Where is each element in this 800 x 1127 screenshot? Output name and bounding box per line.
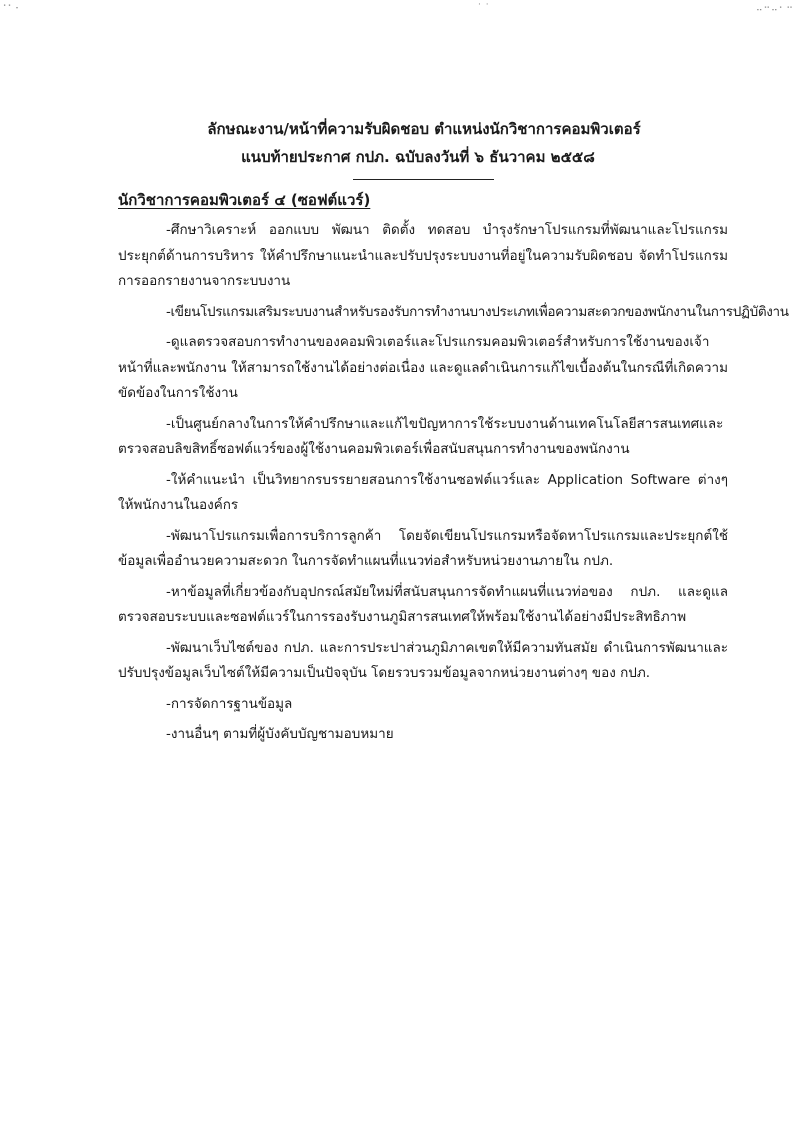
duty-item: -งานอื่นๆ ตามที่ผู้บังคับบัญชามอบหมาย: [166, 726, 394, 742]
duties-list: [118, 218, 789, 753]
duty-item: -เป็นศูนย์กลางในการให้คำปรึกษาและแก้ไขปัญหาการใช้ระบบงานด้านเทคโนโลยีสารสนเทศและตรวจสอบลิขสิทธิ์ซอฟต์แวร์ของผู้ใช้งานคอมพิวเตอร์เพื่อสนับสนุนการทำงานของพนักงาน: [118, 415, 724, 457]
duty-item: -ให้คำแนะนำ เป็นวิทยากรบรรยายสอนการใช้งานซอฟต์แวร์และ Application Software ต่างๆ ให้พนักงานในองค์กร: [118, 471, 728, 513]
title-divider: [353, 179, 494, 180]
scan-artifact: ⠐⠂⠄: [0, 2, 23, 12]
duty-item: -พัฒนาโปรแกรมเพื่อการบริการลูกค้า โดยจัดเขียนโปรแกรมหรือจัดหาโปรแกรมและประยุกต์ใช้ข้อมูลเพื่ออำนวยความสะดวก ในการจัดทำแผนที่แนวท่อสำหรับหน่วยงานภายใน กปภ.: [118, 527, 728, 569]
duty-item: -ดูแลตรวจสอบการทำงานของคอมพิวเตอร์และโปรแกรมคอมพิวเตอร์สำหรับการใช้งานของเจ้าหน้าที่และพนักงาน ให้สามารถใช้งานได้อย่างต่อเนื่อง และดูแลดำเนินการแก้ไขเบื้องต้นในกรณีที่เกิดความขัดข้องในการใช้งาน: [118, 334, 728, 401]
duty-item: -การจัดการฐานข้อมูล: [166, 695, 293, 712]
duty-item: -เขียนโปรแกรมเสริมระบบงานสำหรับรองรับการทำงานบางประเภทเพื่อความสะดวกของพนักงานในการปฏิบัติงาน: [166, 303, 789, 320]
scan-artifact: · ·: [478, 0, 490, 10]
document-title: ลักษณะงาน/หน้าที่ความรับผิดชอบ ตำแหน่งนักวิชาการคอมพิวเตอร์: [207, 120, 641, 138]
scan-artifact: ⠤⠒⠤⠂⠒: [756, 4, 794, 14]
position-heading: นักวิชาการคอมพิวเตอร์ ๔ (ซอฟต์แวร์): [118, 191, 371, 209]
duty-item: -ศึกษาวิเคราะห์ ออกแบบ พัฒนา ติดตั้ง ทดสอบ บำรุงรักษาโปรแกรมที่พัฒนาและโปรแกรมประยุกต์ด้านการบริหาร ให้คำปรึกษาแนะนำและปรับปรุงระบบงานที่อยู่ในความรับผิดชอบ จัดทำโปรแกรมการออกรายงานจากระบบงาน: [118, 222, 728, 289]
duty-item: -พัฒนาเว็บไซต์ของ กปภ. และการประปาส่วนภูมิภาคเขตให้มีความทันสมัย ดำเนินการพัฒนาและปรับปรุงข้อมูลเว็บไซต์ให้มีความเป็นปัจจุบัน โดยรวบรวมข้อมูลจากหน่วยงานต่างๆ ของ กปภ.: [118, 639, 728, 681]
duty-item: -หาข้อมูลที่เกี่ยวข้องกับอุปกรณ์สมัยใหม่ที่สนับสนุนการจัดทำแผนที่แนวท่อของ กปภ. และดูแลตรวจสอบระบบและซอฟต์แวร์ในการรองรับงานภูมิสารสนเทศให้พร้อมใช้งานได้อย่างมีประสิทธิภาพ: [118, 583, 728, 625]
document-subtitle: แนบท้ายประกาศ กปภ. ฉบับลงวันที่ ๖ ธันวาคม ๒๕๕๘: [241, 148, 595, 166]
